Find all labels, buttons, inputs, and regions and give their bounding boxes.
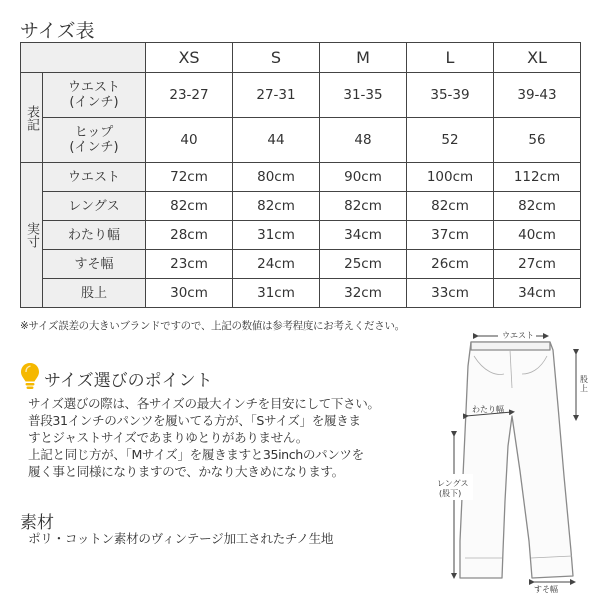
thigh-label: わたり幅 — [472, 405, 504, 414]
row-label-line: わたり幅 — [67, 227, 120, 243]
table-row — [21, 118, 581, 163]
group-label-text: 表記 — [24, 104, 39, 131]
row-label-line: ウエスト — [67, 80, 120, 95]
table-cell: 44 — [233, 118, 320, 163]
table-row — [21, 279, 581, 308]
table-cell: 25cm — [320, 250, 407, 279]
table-cell: 39-43 — [494, 73, 581, 118]
group-label-actual — [21, 163, 43, 308]
size-point-line: 上記と同じ方が、「Mサイズ」を履きますと35inchのパンツを — [28, 447, 364, 462]
size-table — [20, 42, 581, 308]
table-cell: 30cm — [146, 279, 233, 308]
table-cell: 31cm — [233, 221, 320, 250]
table-cell: 32cm — [320, 279, 407, 308]
size-header-xl: XL — [494, 43, 581, 73]
table-cell: 23-27 — [146, 73, 233, 118]
table-header-row — [21, 43, 581, 73]
pants-outline — [460, 342, 573, 578]
group-label-text: 実寸 — [24, 222, 39, 248]
size-point-title: サイズ選びのポイント — [44, 371, 213, 391]
table-cell: 90cm — [320, 163, 407, 192]
size-point-line: すとジャストサイズであまりゆとりがありません。 — [28, 430, 308, 445]
table-row — [21, 192, 581, 221]
table-cell: 24cm — [233, 250, 320, 279]
table-row — [21, 250, 581, 279]
size-header-m: M — [320, 43, 407, 73]
table-cell: 31-35 — [320, 73, 407, 118]
rise-label-1: 股 — [580, 375, 588, 384]
row-label-hem — [43, 250, 146, 279]
table-cell: 82cm — [146, 192, 233, 221]
group-label-nominal — [21, 73, 43, 163]
rise-label-2: 上 — [580, 384, 588, 393]
table-row — [21, 163, 581, 192]
size-point-line: サイズ選びの際は、各サイズの最大インチを目安にして下さい。 — [28, 396, 380, 411]
table-cell: 82cm — [320, 192, 407, 221]
size-point-line: 普段31インチのパンツを履いてる方が、「Sサイズ」を履きま — [28, 413, 361, 428]
table-cell: 100cm — [407, 163, 494, 192]
lightbulb-icon — [20, 362, 40, 392]
table-cell: 35-39 — [407, 73, 494, 118]
table-cell: 82cm — [407, 192, 494, 221]
table-cell: 33cm — [407, 279, 494, 308]
table-row — [21, 221, 581, 250]
size-point-body — [28, 395, 438, 480]
size-chart-title: サイズ表 — [20, 20, 95, 42]
table-cell: 56 — [494, 118, 581, 163]
row-label-thigh — [43, 221, 146, 250]
material-text: ポリ・コットン素材のヴィンテージ加工されたチノ生地 — [28, 531, 334, 546]
row-label-line: (インチ) — [69, 140, 119, 155]
table-cell: 27-31 — [233, 73, 320, 118]
material-title: 素材 — [20, 513, 54, 533]
length-label-1: レングス — [437, 479, 469, 488]
table-cell: 23cm — [146, 250, 233, 279]
waist-label: ウエスト — [502, 331, 534, 340]
row-label-waist-cm — [43, 163, 146, 192]
size-header-s: S — [233, 43, 320, 73]
table-cell: 40cm — [494, 221, 581, 250]
table-row — [21, 73, 581, 118]
size-note: ※サイズ誤差の大きいブランドですので、上記の数値は参考程度にお考えください。 — [20, 320, 405, 332]
table-cell: 112cm — [494, 163, 581, 192]
table-cell: 52 — [407, 118, 494, 163]
row-label-length — [43, 192, 146, 221]
row-label-line: 股上 — [80, 285, 107, 301]
row-label-line: ウエスト — [67, 169, 120, 185]
table-cell: 37cm — [407, 221, 494, 250]
table-cell: 34cm — [320, 221, 407, 250]
table-cell: 27cm — [494, 250, 581, 279]
pants-diagram-icon — [432, 326, 600, 596]
table-cell: 28cm — [146, 221, 233, 250]
table-cell: 82cm — [233, 192, 320, 221]
row-label-line: すそ幅 — [74, 256, 114, 272]
row-label-line: レングス — [68, 198, 120, 214]
table-cell: 34cm — [494, 279, 581, 308]
row-label-line: ヒップ — [74, 125, 114, 140]
length-label-2: (股下) — [439, 489, 462, 498]
table-cell: 40 — [146, 118, 233, 163]
table-cell: 26cm — [407, 250, 494, 279]
table-cell: 80cm — [233, 163, 320, 192]
size-header-l: L — [407, 43, 494, 73]
row-label-hip-inch — [43, 118, 146, 163]
table-cell: 31cm — [233, 279, 320, 308]
size-header-xs: XS — [146, 43, 233, 73]
hem-label: すそ幅 — [534, 585, 558, 594]
size-point-line: 履く事と同様になりますので、かなり大きめになります。 — [28, 464, 344, 479]
table-corner-cell — [21, 43, 146, 73]
table-cell: 82cm — [494, 192, 581, 221]
table-cell: 72cm — [146, 163, 233, 192]
row-label-waist-inch — [43, 73, 146, 118]
row-label-line: (インチ) — [69, 95, 119, 110]
row-label-rise — [43, 279, 146, 308]
table-cell: 48 — [320, 118, 407, 163]
